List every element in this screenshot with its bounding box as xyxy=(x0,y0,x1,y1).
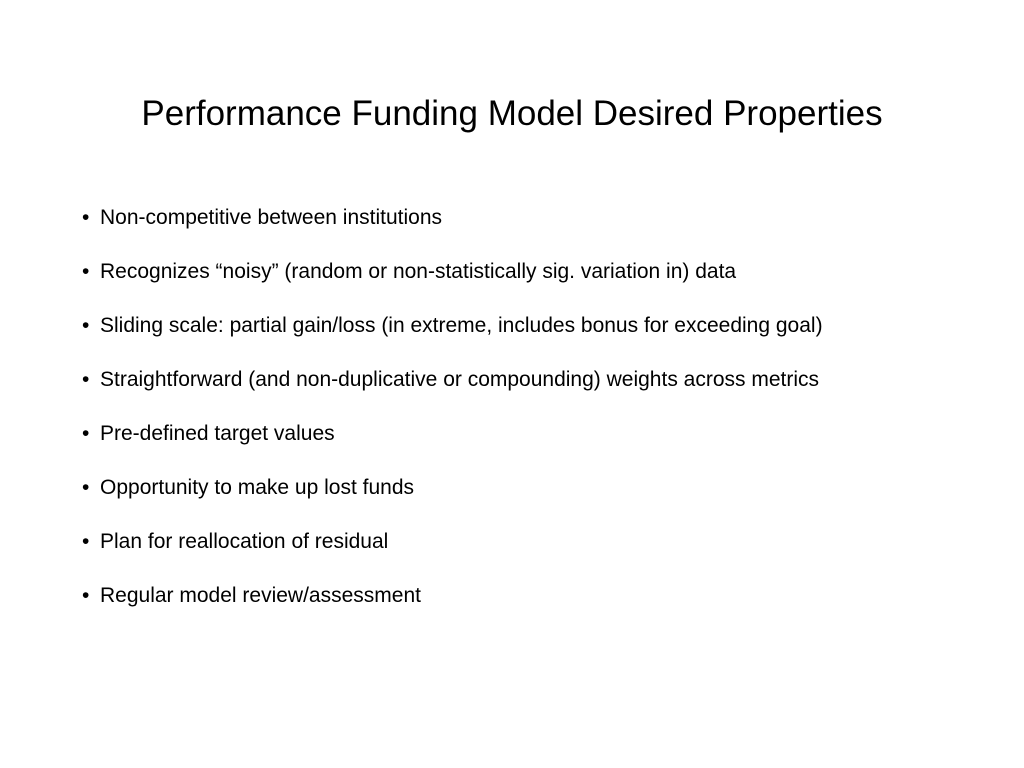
bullet-dot-icon: • xyxy=(82,422,90,445)
bullet-text: Plan for reallocation of residual xyxy=(100,530,389,553)
bullet-dot-icon: • xyxy=(82,530,90,553)
list-item xyxy=(78,529,908,555)
list-item xyxy=(78,205,908,231)
bullet-dot-icon: • xyxy=(82,314,90,337)
list-item xyxy=(78,259,908,285)
list-item xyxy=(78,367,908,393)
bullet-dot-icon: • xyxy=(82,206,90,229)
bullet-text: Regular model review/assessment xyxy=(100,584,421,607)
list-item xyxy=(78,475,908,501)
bullet-dot-icon: • xyxy=(82,260,90,283)
bullet-dot-icon: • xyxy=(82,476,90,499)
bullet-text: Sliding scale: partial gain/loss (in extreme, includes bonus for exceeding goal) xyxy=(100,314,823,337)
bullet-text: Pre-defined target values xyxy=(100,422,335,445)
bullet-list xyxy=(78,205,908,637)
list-item xyxy=(78,313,908,339)
bullet-dot-icon: • xyxy=(82,368,90,391)
bullet-text: Recognizes “noisy” (random or non-statistically sig. variation in) data xyxy=(100,260,737,283)
bullet-text: Non-competitive between institutions xyxy=(100,206,443,229)
list-item xyxy=(78,583,908,609)
bullet-text: Opportunity to make up lost funds xyxy=(100,476,415,499)
bullet-dot-icon: • xyxy=(82,584,90,607)
bullet-text: Straightforward (and non-duplicative or compounding) weights across metrics xyxy=(100,368,820,391)
list-item xyxy=(78,421,908,447)
slide-title: Performance Funding Model Desired Properties xyxy=(141,94,883,133)
